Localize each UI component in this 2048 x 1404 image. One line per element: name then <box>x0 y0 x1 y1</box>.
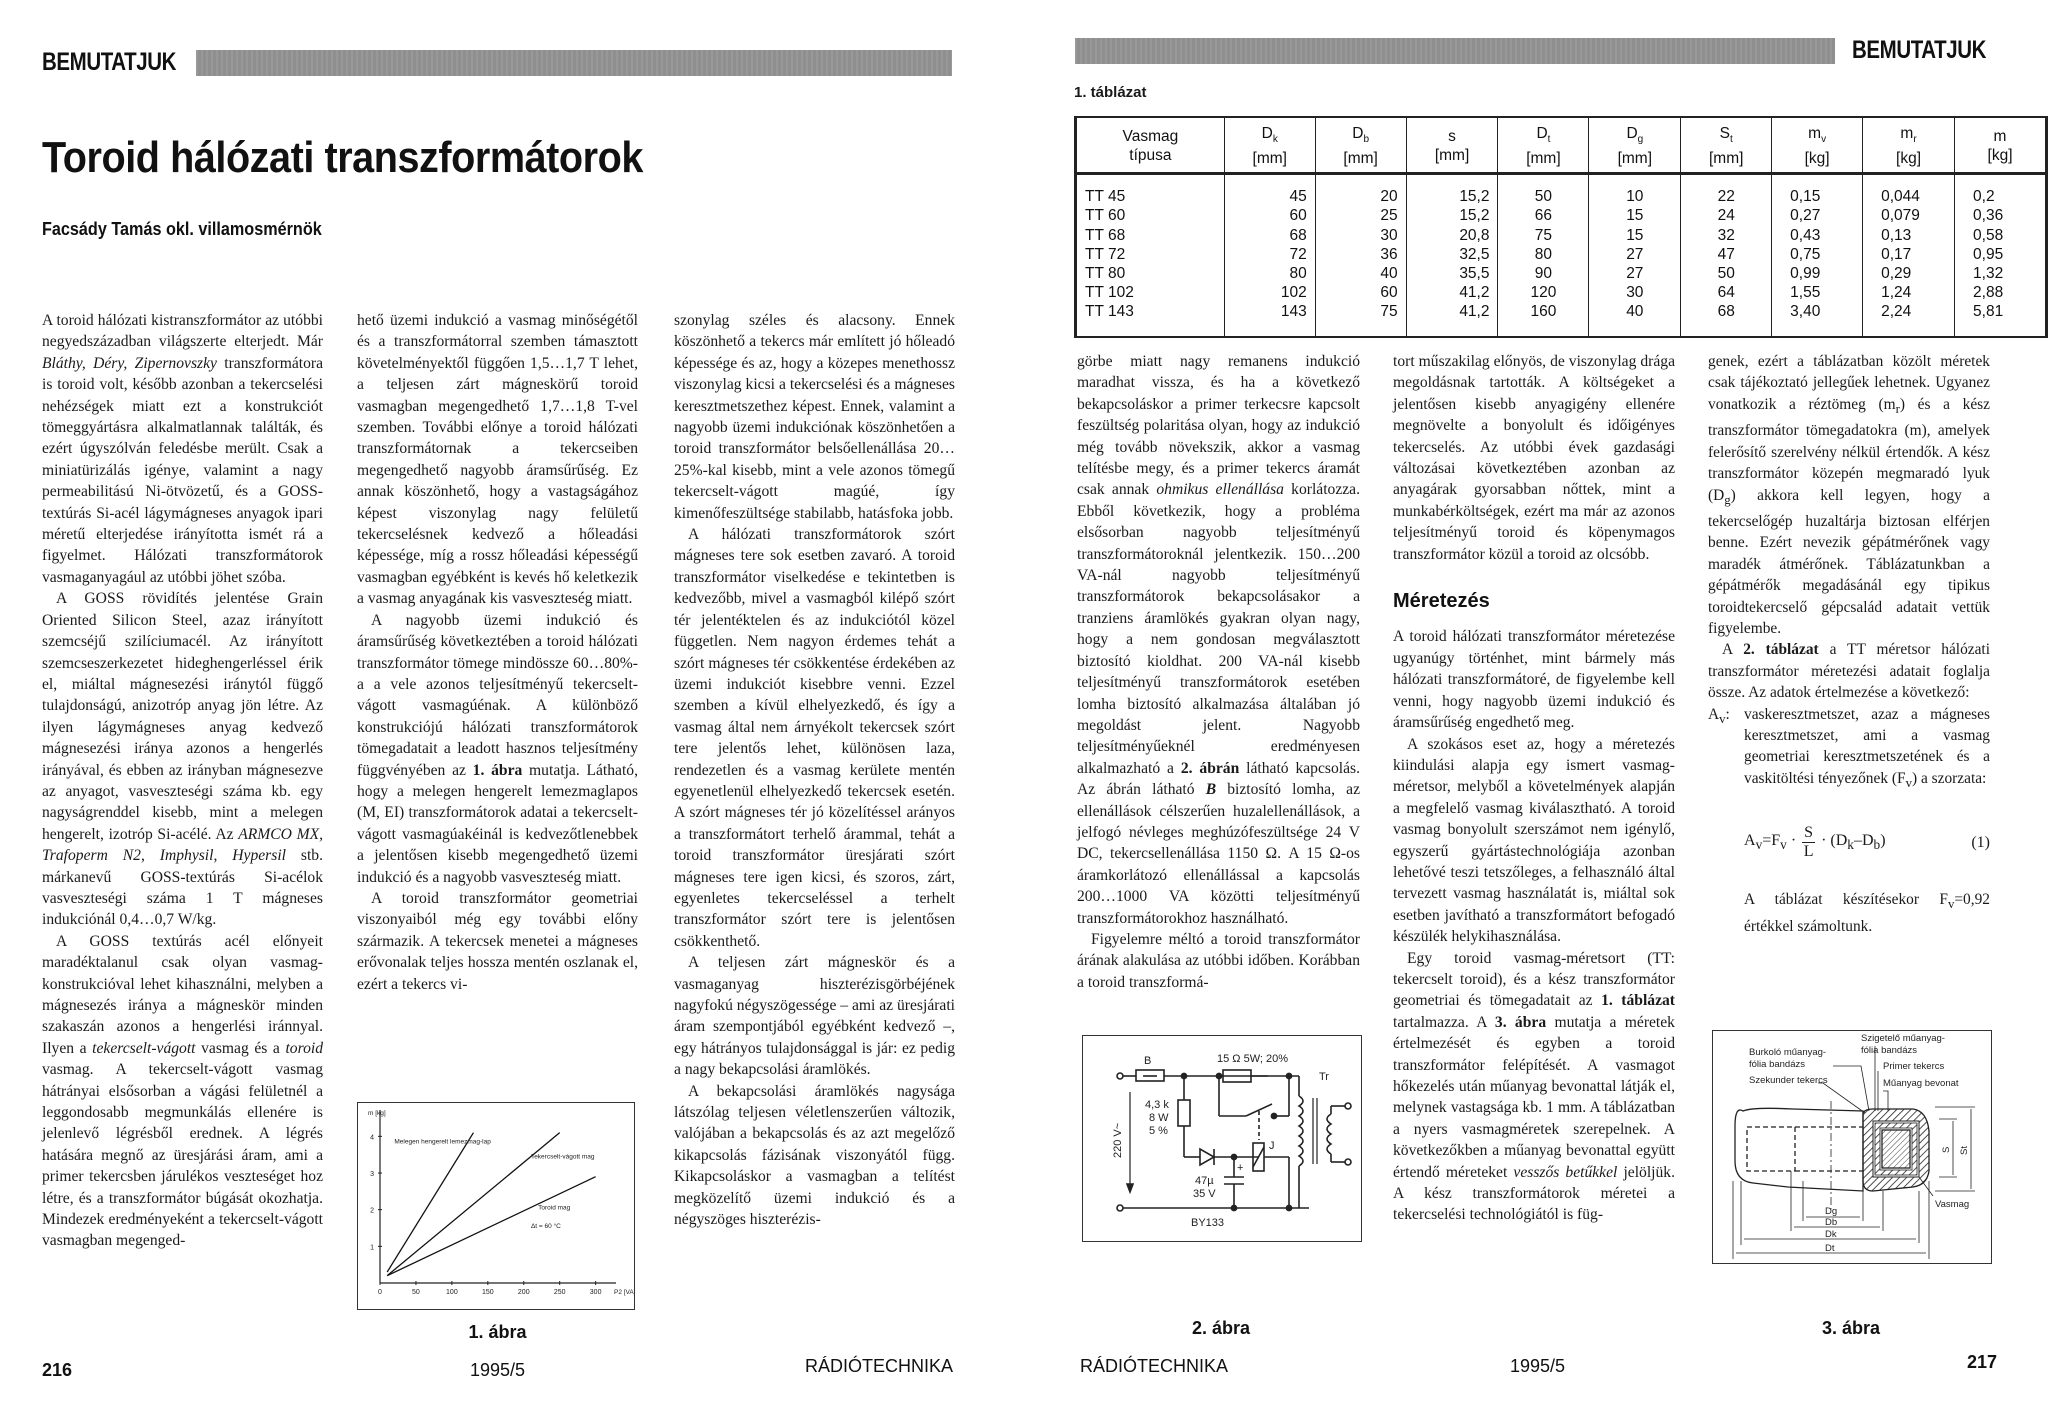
page-number-left: 216 <box>42 1360 73 1380</box>
series-line <box>387 1177 595 1276</box>
column-5 <box>1393 351 1675 1226</box>
paragraph: A teljesen zárt mágneskör és a vasmaganyag hiszterézisgörbéjének nagyfokú négyszögessége – ami az üresjárati áram szempontjából egyébként kedvező –, egy hátrányos tulajdonsággal is jár: ez pedig a nagy bekapcsolási áramlökés. <box>674 954 956 1079</box>
paragraph: A GOSS textúrás acél előnyeit maradéktalanul csak olyan vasmag-konstrukcióval lehet kihasználni, melyben a mágnesezés iránya a mágneskör minden szakaszán azonos a hengerlési iránnyal. Ilyen a tekercselt-vágott vasmag és a toroid vasmag. A tekercselt-vágott vasmag hátrányai elsősorban a vágási felületnél a leggondosabb megmunkálás ellenére is jelenlevő légrésből erednek. A légrés hatására megnő az üresjárási áram, ami a primer tekercsben járulékos veszteséget hoz létre, és a transzformátor búgását okozhatja. Mindezek eredményeként a tekercselt-vágott vasmagban megenged- <box>42 932 324 1250</box>
table-cell: TT 80 <box>1077 264 1225 283</box>
label-relay: J <box>1269 1140 1275 1152</box>
table-1 <box>1074 116 2048 338</box>
table-cell: 1,24 <box>1863 283 1955 302</box>
definition-text: vaskeresztmetszet, azaz a mágneses keresztmetszet, ami a vasmag geometriai keresztmetszetének és a vaskitöltési tényezőnek $(F_v)$ a szorzata: <box>1744 705 1990 790</box>
table-cell: 3,40 <box>1772 302 1863 335</box>
table-header-cell: $m_v$ [kg] <box>1772 118 1863 174</box>
winding-left-outline <box>1735 1108 1863 1191</box>
column-2 <box>357 310 638 995</box>
core-left-dashed <box>1747 1127 1795 1171</box>
table-cell: 80 <box>1224 264 1315 283</box>
y-tick-label: 1 <box>370 1244 374 1252</box>
y-tick-label: 3 <box>370 1171 374 1178</box>
formula-numerator: S <box>1804 824 1814 842</box>
table-cell: 0,75 <box>1772 245 1863 264</box>
table-cell: 20 <box>1315 174 1406 207</box>
table-cell: 24 <box>1681 206 1772 225</box>
table-cell: TT 60 <box>1077 206 1225 225</box>
table-cell: 66 <box>1498 206 1589 225</box>
label-st: St <box>1959 1146 1970 1155</box>
table-header-cell: s [mm] <box>1406 118 1498 174</box>
table-cell: 0,079 <box>1863 206 1955 225</box>
page-number-right: 217 <box>1967 1352 1998 1372</box>
table-cell: TT 72 <box>1077 245 1225 264</box>
paragraph: hető üzemi indukció a vasmag minőségétől és a transzformátorral szemben támasztott követelményektől függően 1,5…1,7 T lehet, a teljesen zárt mágneskörű toroid vasmagban megengedhető 1,7…1,8 T-vel szemben. További előnye a toroid hálózati transzformátornak a tekercseiben megengedhető nagyobb áramsűrűség. Ez annak köszönhető, hogy a vastagságához képest viszonylag nagy felületű tekercselésnek kedvező a hőleadási képessége, míg a rossz hőleadási képességű vasmagban egyébként is kevés hő keletkezik a vasmag anyagának kis vasveszteség miatt. <box>357 312 638 608</box>
paragraph: A 2. táblázat a TT méretsor hálózati transzformátor méretezési adatait foglalja össze. Az adatok értelmezése a következő: <box>1708 641 1990 702</box>
table-cell: 90 <box>1498 264 1589 283</box>
paragraph: Egy toroid vasmag-méretsort (TT: tekercselt toroid), és a kész transzformátor geometriai és tömegadatait az 1. táblázat tartalmazza. A 3. ábra mutatja a méretek értelmezését és egyben a toroid transzformátor felépítését. A vasmagot hőkezelés után műanyag bevonattal látják el, melynek vastagsága kb. 1 mm. A táblázatban a nyers vasmagméretek szerepelnek. A következőkben a műanyag bevonattal együtt értendő méreteket vesszős betűkkel jelöljük. A kész transzformátorok méretei a tekercselési technológiától is füg- <box>1393 949 1676 1224</box>
label-dt: Dt <box>1825 1243 1835 1254</box>
chart-annotation: Δt = 60 °C <box>530 1223 561 1230</box>
table-row <box>1077 206 2046 225</box>
table-cell: 0,95 <box>1955 245 2046 264</box>
table-cell: 102 <box>1224 283 1315 302</box>
paragraph: A szokásos eset az, hogy a méretezés kiindulási alapja egy ismert vasmag-méretsor, melyből a követelmények alapján a megfelelő vasmag kiválasztható. A toroid vasmag bonyolult szerszámot nem igénylő, egyszerű gyártástechnológiája azonban lehetővé teszi tetszőleges, a felhasználó által tervezett vasmag használatát is, miáltal sok esetben javítható a transzformátort befogadó készülék helykihasználása. <box>1393 735 1675 946</box>
table-header-cell: $S_t$ [mm] <box>1681 118 1772 174</box>
label-insulating-foil: Szigetelő műanyag- <box>1861 1033 1945 1044</box>
table-cell: 30 <box>1589 283 1681 302</box>
table-cell: 36 <box>1315 245 1406 264</box>
table-row <box>1077 245 2046 264</box>
label-resistor-tol: 5 % <box>1149 1125 1168 1137</box>
label-db: Db <box>1825 1217 1838 1228</box>
table-cell: 20,8 <box>1406 226 1498 245</box>
formula-rhs: · $(D_k-D_b)$ <box>1821 832 1886 853</box>
section-label-left: BEMUTATJUK <box>42 48 177 76</box>
paragraph: A bekapcsolási áramlökés nagysága látszólag teljesen véletlenszerűen változik, valójában a bekapcsolás és az azt megelőző kikapcsolás fázisának viszonyától függ. Kikapcsoláskor a vasmagban a telítést megközelítő üzemi indukció és a négyszöges hiszterézis- <box>674 1082 955 1229</box>
table-cell: 0,13 <box>1863 226 1955 245</box>
table-cell: TT 143 <box>1077 302 1225 335</box>
series-label: Melegen hengerelt lemezmag-lap <box>394 1138 491 1146</box>
table-cell: 75 <box>1315 302 1406 335</box>
table-cell: 32,5 <box>1406 245 1498 264</box>
table-cell: 15 <box>1589 226 1681 245</box>
wire-top <box>1117 1073 1136 1079</box>
y-tick-label: 2 <box>370 1207 374 1215</box>
label-primary-winding: Primer tekercs <box>1883 1061 1945 1072</box>
table-header-cell: Vasmag típusa <box>1077 118 1225 174</box>
table-cell: 0,17 <box>1863 245 1955 264</box>
figure-2-circuit <box>1082 1035 1362 1242</box>
x-tick-label: 300 <box>589 1289 602 1296</box>
magazine-left: RÁDIÓTECHNIKA <box>805 1356 954 1376</box>
series-label: Toroid mag <box>538 1204 571 1212</box>
paragraph: A GOSS rövidítés jelentése Grain Oriented Silicon Steel, azaz irányított szemcséjű szilíciumacél. Az irányított szemcseszerkezetet hideghengerléssel érik el, miáltal mágnesezési iránytól függő tulajdonságú, anizotróp anyag jön létre. Az ilyen lágymágneses anyag kedvező mágnesezési iránya azonos a hengerlés irányával, és ebben az irányban mágnesezve az anyagot, vasveszteségi száma kb. egy nagyságrenddel kisebb, mint a melegen hengerelt, izotróp Si-acélé. Az ARMCO MX, Trafoperm N2, Imphysil, Hypersil stb. márkanevű GOSS-textúrás Si-acélok vasveszteségi száma 1 T mágneses indukciónál 0,4…0,7 W/kg. <box>42 590 324 929</box>
table-cell: TT 102 <box>1077 283 1225 302</box>
table-cell: 30 <box>1315 226 1406 245</box>
paragraph: A toroid hálózati kistranszformátor az utóbbi negyedszázadban világszerte elterjedt. Már Bláthy, Déry, Zipernovszky transzformátora is toroid volt, később azonban a tekercselési nehézségek miatt ezt a konstrukciót tömeggyártásra alkalmatlannak találták, és ezért úgyszólván feledésbe merült. Csak a miniatürizálás igénye, valamint a nagy permeabilitású Ni-ötvözetű, és a GOSS-textúrás Si-acél lágymágneses anyagok ipari méretű elterjedése irányította ismét rá a figyelmet. Hálózati transzformátorok vasmaganyagául az utóbbi jöhet szóba. <box>42 312 323 586</box>
resistor-icon <box>1178 1100 1190 1126</box>
y-axis-label: m [kg] <box>368 1110 386 1117</box>
paragraph: A toroid transzformátor geometriai viszonyaiból még egy további előny származik. A tekercsek menetei a mágneses erővonalak teljes hossza mentén oszlanak el, ezért a tekercs vi- <box>357 889 638 993</box>
header-bar-left <box>196 50 952 76</box>
paragraph: A toroid hálózati transzformátor méretezése ugyanúgy történhet, mint bármely más hálózati transzformátoré, de figyelembe kell venni, hogy nagyobb üzemi indukció és áramsűrűség engedhető meg. <box>1393 628 1675 732</box>
table-cell: 0,99 <box>1772 264 1863 283</box>
label-insulating-foil-2: fólia bandázs <box>1861 1045 1917 1056</box>
label-plastic-coating: Műanyag bevonat <box>1883 1078 1959 1089</box>
label-cover-foil: Burkoló műanyag- <box>1749 1047 1827 1058</box>
label-plus: + <box>1237 1162 1244 1174</box>
table-cell: 22 <box>1681 174 1772 207</box>
transformer-primary-icon <box>1299 1096 1303 1166</box>
y-tick-label: 4 <box>370 1134 374 1142</box>
table-cell: 15,2 <box>1406 206 1498 225</box>
x-tick-label: 150 <box>481 1289 494 1296</box>
table-cell: 80 <box>1498 245 1589 264</box>
x-tick-label: 0 <box>378 1289 382 1296</box>
table-cell: 120 <box>1498 283 1589 302</box>
series-line <box>387 1133 473 1272</box>
figure-2-caption: 2. ábra <box>1191 1318 1251 1338</box>
x-tick-label: 200 <box>517 1289 530 1296</box>
table-cell: 2,88 <box>1955 283 2046 302</box>
table-cell: 0,27 <box>1772 206 1863 225</box>
column-6 <box>1708 351 1990 937</box>
table-cell: 0,044 <box>1863 174 1955 207</box>
figure-1-caption: 1. ábra <box>468 1322 527 1342</box>
label-resistor-power: 8 W <box>1149 1112 1169 1124</box>
article-title: Toroid hálózati transzformátorok <box>42 133 643 182</box>
table-cell: 25 <box>1315 206 1406 225</box>
table-cell: 68 <box>1681 302 1772 335</box>
table-1-title: 1. táblázat <box>1074 84 1147 101</box>
figure-1-svg <box>358 1103 634 1309</box>
table-cell: 40 <box>1589 302 1681 335</box>
iron-core-icon <box>1882 1130 1910 1168</box>
definition-av <box>1708 704 1990 795</box>
heading-meretezes: Méretezés <box>1393 590 1490 613</box>
label-resistor: 4,3 k <box>1145 1099 1169 1111</box>
issue-right: 1995/5 <box>1510 1356 1566 1376</box>
table-cell: TT 68 <box>1077 226 1225 245</box>
table-cell: 40 <box>1315 264 1406 283</box>
table-cell: 0,2 <box>1955 174 2046 207</box>
table-row <box>1077 264 2046 283</box>
x-tick-label: 250 <box>553 1289 566 1296</box>
paragraph: genek, ezért a táblázatban közölt méretek csak tájékoztató jellegűek lehetnek. Ugyanez vonatkozik a réztömeg $(m_r)$ és a kész transzformátor tömegadatokra (m), amelyek felerősítő szerelvény nélkül értendők. A kész transzformátor közepén megmaradó lyuk $(D_g)$ akkora kell legyen, hogy a tekercselőgép huzaltárja biztosan elférjen benne. Ezért nevezik gépátmérőnek vagy maradék átmérőnek. Táblázatunkban a gépátmérők megadásánál egy tipikus toroidtekercselő gépcsalád adatait vettük figyelembe. <box>1708 353 1990 638</box>
label-capacitor: 47µ <box>1195 1175 1214 1187</box>
table-cell: 143 <box>1224 302 1315 335</box>
table-cell: 27 <box>1589 264 1681 283</box>
table-cell: 60 <box>1224 206 1315 225</box>
label-iron-core: Vasmag <box>1935 1199 1970 1210</box>
table-cell: 35,5 <box>1406 264 1498 283</box>
column-1 <box>42 310 323 1252</box>
table-row <box>1077 174 2046 207</box>
issue-left: 1995/5 <box>470 1360 526 1380</box>
label-transformer: Tr <box>1319 1071 1329 1083</box>
diode-icon <box>1200 1149 1214 1165</box>
table-header-cell: $D_k$ [mm] <box>1224 118 1315 174</box>
table-cell: 50 <box>1498 174 1589 207</box>
table-cell: 41,2 <box>1406 283 1498 302</box>
magazine-right: RÁDIÓTECHNIKA <box>1080 1356 1229 1376</box>
table-cell: 15 <box>1589 206 1681 225</box>
paragraph: szonylag széles és alacsony. Ennek köszönhető a tekercs már említett jó hőleadó képessége és az, hogy a közepes menethossz viszonylag kicsi a tekercselési és a mágneses keresztmetszethez képest. Ennek, valamint a nagyobb üzemi indukciónak köszönhetően a toroid transzformátor belsőellenállása 20…25%-kal kisebb, mint a vele azonos tömegű tekercselt-vágott magúé, így kimenőfeszültsége stabilabb, hatásfoka jobb. <box>674 312 955 522</box>
table-cell: 0,43 <box>1772 226 1863 245</box>
table-cell: 41,2 <box>1406 302 1498 335</box>
paragraph: Figyelemre méltó a toroid transzformátor árának alakulása az utóbbi időben. Korábban a toroid transzformá- <box>1077 930 1360 991</box>
table-cell: 64 <box>1681 283 1772 302</box>
paragraph: tort műszakilag előnyös, de viszonylag drága megoldásnak tartották. A költségeket a jelentősen kisebb anyagigény ellenére megnövelte a bonyolult és időigényes tekercselés. Az utóbbi évek gazdasági változásai következtében azonban az anyagárak gyorsabban nőttek, mint a munkabérköltségek, ezért ma már az azonos teljesítményű toroid és köpenymagos transzformátor közül a toroid az olcsóbb. <box>1393 353 1675 563</box>
table-cell: 0,36 <box>1955 206 2046 225</box>
definition-term: $A_v$: <box>1708 705 1730 726</box>
table-cell: TT 45 <box>1077 174 1225 207</box>
table-cell: 45 <box>1224 174 1315 207</box>
table-header-cell: $m_r$ [kg] <box>1863 118 1955 174</box>
toroid-cross-section-svg <box>1713 1031 1991 1263</box>
series-label: Tekercselt-vágott mag <box>530 1153 595 1161</box>
section-label-right: BEMUTATJUK <box>1852 36 1987 64</box>
table-row <box>1077 283 2046 302</box>
formula-denominator: L <box>1803 843 1814 861</box>
figure-3-caption: 3. ábra <box>1821 1318 1881 1338</box>
formula-1 <box>1744 824 1990 861</box>
table-cell: 32 <box>1681 226 1772 245</box>
table-header-cell: $D_g$ [mm] <box>1589 118 1681 174</box>
table-cell: 60 <box>1315 283 1406 302</box>
table-header-cell: m [kg] <box>1955 118 2046 174</box>
label-dg: Dg <box>1825 1206 1838 1217</box>
label-secondary-winding: Szekunder tekercs <box>1749 1075 1828 1086</box>
formula-lhs: $A_v=F_v$ · <box>1744 832 1797 853</box>
formula-fraction <box>1802 824 1815 861</box>
paragraph: A hálózati transzformátorok szórt mágneses tere sok esetben zavaró. A toroid transzformátor viselkedése e tekintetben is kedvezőbb, mivel a vasmagból kilépő szórt tér jelentéktelen és az indukciótól közel független. Nem nagyon érdemes tehát a szórt mágneses tér csökkentése érdekében az üzemi indukciót kisebbre venni. Ezzel szemben a kívül elhelyezkedő, és így a vasmag által nem árnyékolt tekercsek szórt tere jelentős lehet, különösen laza, rendezetlen és a vasmag kerülete mentén egyenetlenül elhelyezkedő tekercsek esetén. A szórt mágneses tér jó közelítéssel arányos a transzformátort terhelő árammal, tehát a toroid transzformátor üresjárati szórt mágneses tere igen kicsi, és szoros, zárt, egyenletes tekercseléssel a terhelt transzformátor szórt tere is jelentősen csökkenthető. <box>674 526 955 950</box>
table-cell: 5,81 <box>1955 302 2046 335</box>
paragraph: görbe miatt nagy remanens indukció maradhat vissza, és ha a következő bekapcsoláskor a primer terkecsre kapcsolt feszültség polaritása olyan, hogy az indukció még tovább növekszik, akkor a vasmag telítésbe megy, és a primer tekercs áramát csak annak ohmikus ellenállása korlátozza. Ebből következik, hogy a probléma elsősorban nagyobb teljesítményű transzformátoroknál jelentkezik. 150…200 VA-nál nagyobb teljesítményű transzformátorok bekapcsolásakor a tranziens áramlökés gyakran olyan nagy, hogy a nem gondosan megválasztott biztosító kioldhat. 200 VA-nál kisebb teljesítményű transzformátorok esetében lomha biztosító alkalmazása általában jó megoldást jelent. Nagyobb teljesítményűeknél eredményesen alkalmazható a 2. ábrán látható kapcsolás. Az ábrán látható B biztosító lomha, az ellenállások célszerűen huzalellenállások, a jelfogó névleges meghúzófeszültsége 24 V DC, tekercsellenállása 1150 Ω. A 15 Ω-os áramkorlátozó ellenállással a kapcsolás 200…1000 VA közötti teljesítményű transzformátorokhoz használható. <box>1077 353 1360 927</box>
table-cell: 72 <box>1224 245 1315 264</box>
table-cell: 10 <box>1589 174 1681 207</box>
label-series-resistor: 15 Ω 5W; 20% <box>1217 1053 1289 1065</box>
header-bar-right <box>1075 38 1835 64</box>
label-dk: Dk <box>1825 1229 1837 1240</box>
column-4 <box>1077 351 1360 993</box>
table-cell: 47 <box>1681 245 1772 264</box>
formula-number: (1) <box>1971 834 1990 852</box>
table-cell: 15,2 <box>1406 174 1498 207</box>
x-tick-label: 50 <box>412 1289 420 1296</box>
paragraph: A nagyobb üzemi indukció és áramsűrűség következtében a toroid hálózati transzformátor tömege mindössze 60…80%-a a vele azonos teljesítményű tekercselt-vágott vasmagúénak. A különböző konstrukciójú hálózati transzformátorok tömegadatait a leadott hasznos teljesítmény függvényében az 1. ábra mutatja. Látható, hogy a melegen hengerelt lemezmaglapos (M, EI) transzformátorok adatai a tekercselt-vágott vasmagúakéinál is kedvezőtlenebbek a jelentősen kisebb megengedhető üzemi indukció és a nagyobb vasveszteség miatt. <box>357 611 638 886</box>
table-header-cell: $D_t$ [mm] <box>1498 118 1589 174</box>
label-s: S <box>1941 1146 1952 1153</box>
table-cell: 0,29 <box>1863 264 1955 283</box>
x-axis-label: P2 [VA] <box>614 1289 634 1296</box>
table-cell: 2,24 <box>1863 302 1955 335</box>
table-header-cell: $D_b$ [mm] <box>1315 118 1406 174</box>
article-author: Facsády Tamás okl. villamosmérnök <box>42 219 322 239</box>
table-cell: 50 <box>1681 264 1772 283</box>
figure-3-diagram <box>1712 1030 1992 1264</box>
figure-1-chart <box>357 1102 635 1310</box>
table-cell: 1,55 <box>1772 283 1863 302</box>
table-cell: 68 <box>1224 226 1315 245</box>
column-3 <box>674 310 955 1230</box>
label-voltage: 220 V~ <box>1112 1122 1124 1158</box>
transformer-secondary-icon <box>1327 1114 1331 1154</box>
table-cell: 0,58 <box>1955 226 2046 245</box>
table-row <box>1077 302 2046 335</box>
table-cell: 0,15 <box>1772 174 1863 207</box>
circuit-svg <box>1083 1036 1361 1241</box>
label-capacitor-voltage: 35 V <box>1193 1188 1216 1200</box>
table-cell: 1,32 <box>1955 264 2046 283</box>
table-cell: 27 <box>1589 245 1681 264</box>
paragraph: A táblázat készítésekor $F_v=0,92$ értékkel számoltunk. <box>1744 891 1990 935</box>
label-diode: BY133 <box>1191 1217 1225 1229</box>
label-fuse: B <box>1144 1055 1152 1067</box>
table-cell: 160 <box>1498 302 1589 335</box>
table-cell: 75 <box>1498 226 1589 245</box>
label-cover-foil-2: fólia bandázs <box>1749 1059 1805 1070</box>
x-tick-label: 100 <box>446 1289 458 1296</box>
table-row <box>1077 226 2046 245</box>
